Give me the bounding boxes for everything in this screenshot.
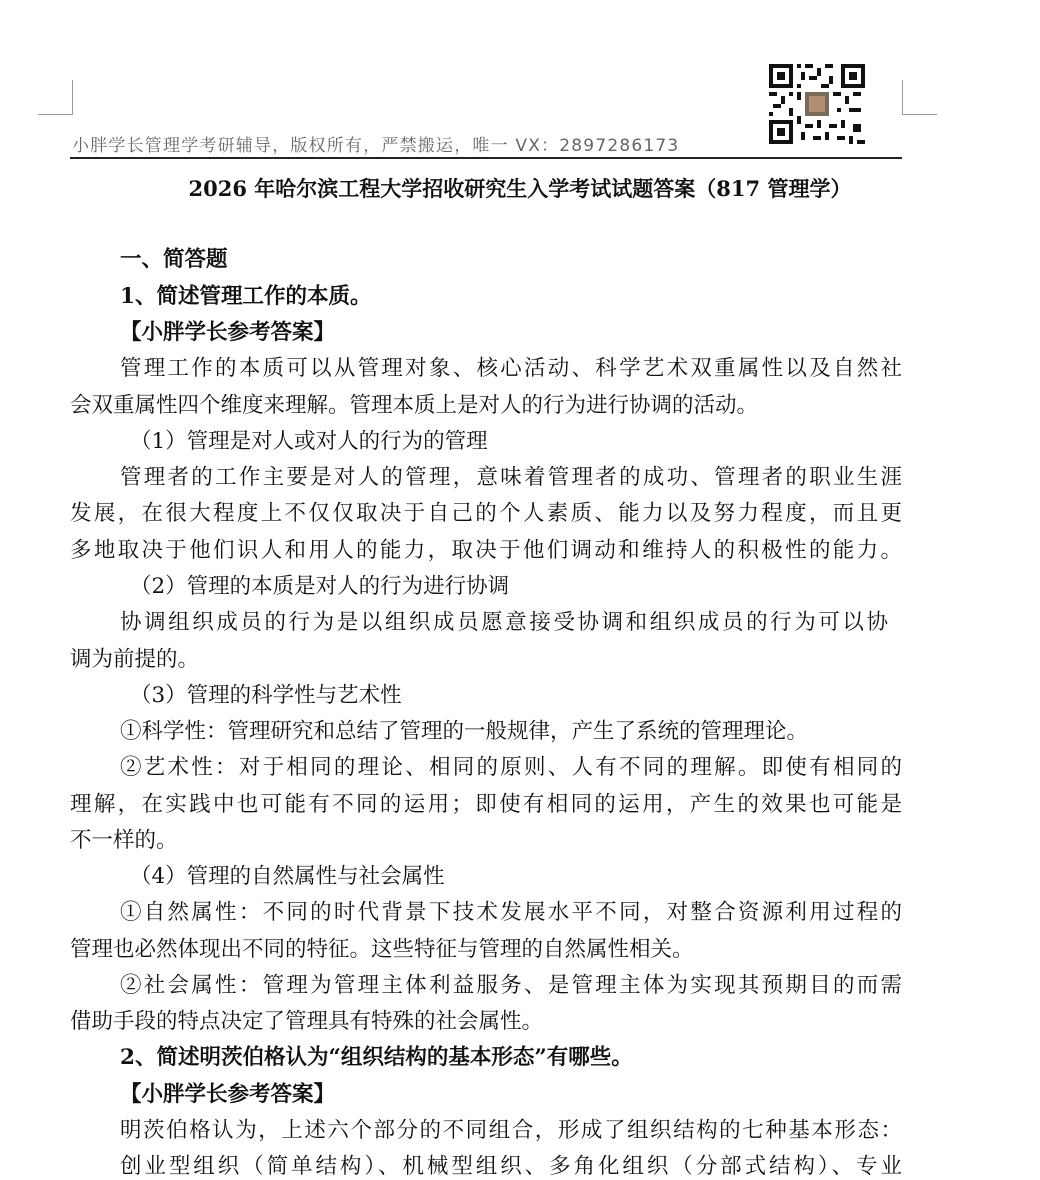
paragraph-line: 管理者的工作主要是对人的管理，意味着管理者的成功、管理者的职业生涯 (120, 465, 902, 490)
question-2: 2、简述明茨伯格认为“组织结构的基本形态”有哪些。 (120, 1045, 633, 1070)
crop-mark-left-horizontal (38, 114, 73, 115)
paragraph-line: 会双重属性四个维度来理解。管理本质上是对人的行为进行协调的活动。 (70, 393, 759, 418)
paragraph-line: 管理工作的本质可以从管理对象、核心活动、科学艺术双重属性以及自然社 (120, 356, 902, 381)
paragraph-line: 明茨伯格认为，上述六个部分的不同组合，形成了组织结构的七种基本形态： (120, 1118, 902, 1143)
crop-mark-right-vertical (902, 80, 903, 115)
paragraph-line: ②社会属性：管理为管理主体利益服务、是管理主体为实现其预期目的而需 (120, 973, 902, 998)
subheading-3: （3）管理的科学性与艺术性 (130, 683, 402, 708)
paragraph-line: ①科学性：管理研究和总结了管理的一般规律，产生了系统的管理理论。 (120, 719, 809, 744)
subheading-2: （2）管理的本质是对人的行为进行协调 (130, 574, 510, 599)
header-watermark: 小胖学长管理学考研辅导，版权所有，严禁搬运，唯一 VX：2897286173 (72, 136, 680, 156)
paragraph-line: ②艺术性：对于相同的理论、相同的原则、人有不同的理解。即使有相同的 (120, 755, 902, 780)
qr-code-icon (769, 64, 865, 144)
paragraph-line: 多地取决于他们识人和用人的能力，取决于他们调动和维持人的积极性的能力。 (70, 538, 902, 563)
answer-label-2: 【小胖学长参考答案】 (120, 1082, 336, 1107)
page-title: 2026 年哈尔滨工程大学招收研究生入学考试试题答案（817 管理学） (188, 176, 852, 201)
paragraph-line: 管理也必然体现出不同的特征。这些特征与管理的自然属性相关。 (70, 937, 694, 962)
header-rule (70, 157, 902, 159)
paragraph-line: 发展，在很大程度上不仅仅取决于自己的个人素质、能力以及努力程度，而且更 (70, 501, 902, 526)
subheading-4: （4）管理的自然属性与社会属性 (130, 864, 445, 889)
subheading-1: （1）管理是对人或对人的行为的管理 (130, 429, 488, 454)
crop-mark-left-vertical (72, 80, 73, 115)
paragraph-line: 不一样的。 (70, 828, 178, 853)
question-1: 1、简述管理工作的本质。 (120, 284, 372, 309)
paragraph-line: 协调组织成员的行为是以组织成员愿意接受协调和组织成员的行为可以协 (120, 610, 888, 635)
paragraph-line: 调为前提的。 (70, 647, 200, 672)
paragraph-line: 借助手段的特点决定了管理具有特殊的社会属性。 (70, 1009, 544, 1034)
section-heading: 一、简答题 (120, 247, 228, 272)
answer-label-1: 【小胖学长参考答案】 (120, 320, 336, 345)
paragraph-line: ①自然属性：不同的时代背景下技术发展水平不同，对整合资源利用过程的 (120, 900, 902, 925)
paragraph-line: 理解，在实践中也可能有不同的运用；即使有相同的运用，产生的效果也可能是 (70, 792, 902, 817)
paragraph-line: 创业型组织（简单结构）、机械型组织、多角化组织（分部式结构）、专业 (120, 1154, 902, 1179)
crop-mark-right-horizontal (902, 114, 937, 115)
